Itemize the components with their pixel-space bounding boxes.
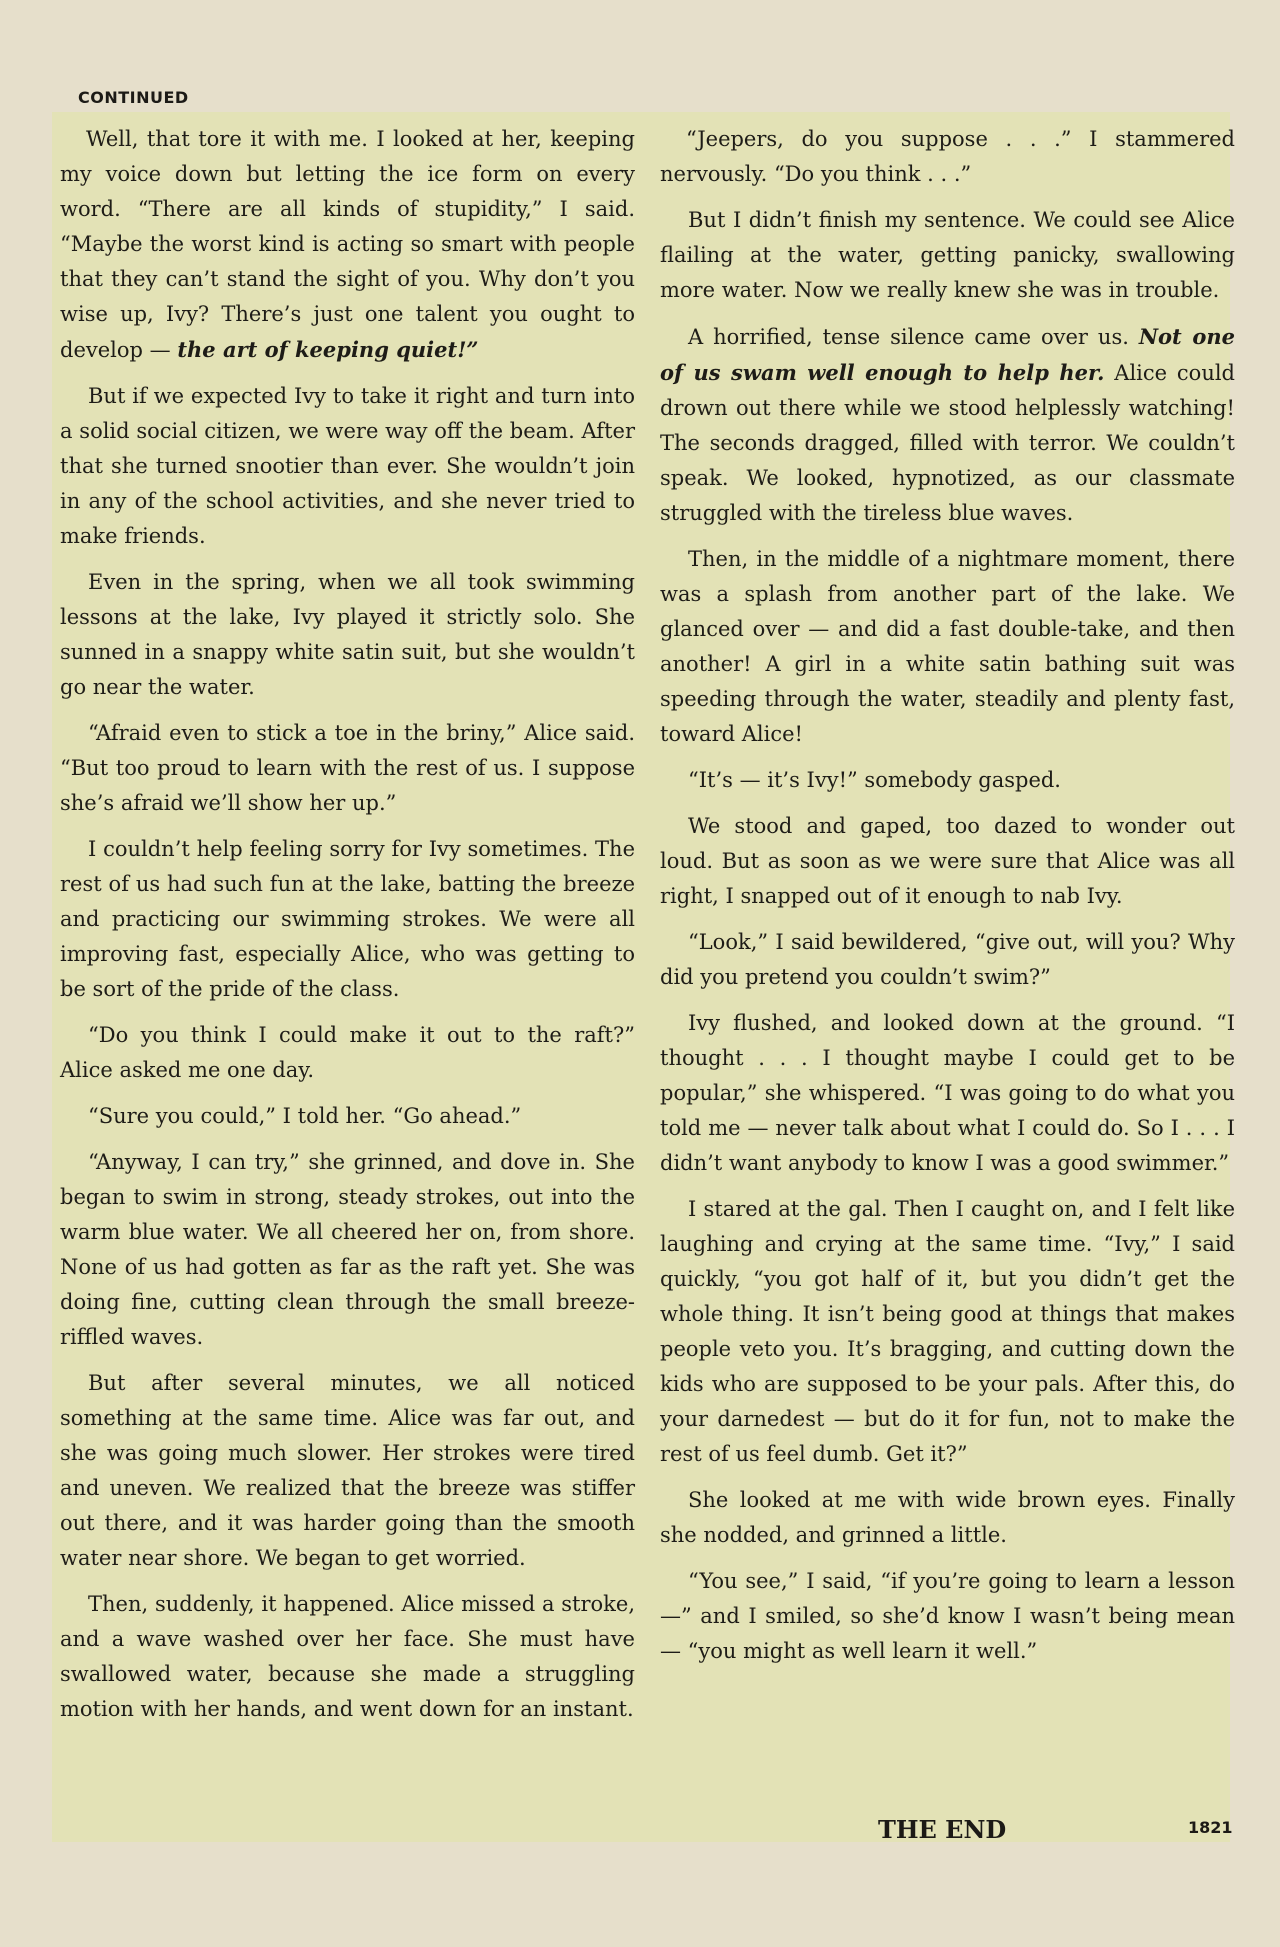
the-end-label: THE END (878, 1815, 1007, 1844)
paragraph: “Jeepers, do you suppose . . .” I stammered nervously. “Do you think . . .” (660, 127, 1235, 186)
left-column (60, 122, 635, 1738)
paragraph: She looked at me with wide brown eyes. Finally she nodded, and grinned a little. (660, 1488, 1235, 1547)
paragraph: “Look,” I said bewildered, “give out, will you? Why did you pretend you couldn’t swim?” (660, 930, 1235, 989)
paragraph: But after several minutes, we all noticed something at the same time. Alice was far out, and she was going much slower. Her strokes were tired and uneven. We realized that the breeze was stiffer out there, and it was harder going than the smooth water near shore. We began to get worried. (60, 1371, 635, 1570)
paragraph: “You see,” I said, “if you’re going to learn a lesson —” and I smiled, so she’d know I wasn’t being mean — “you might as well learn it well.” (660, 1569, 1235, 1663)
emphasis-text: Not one of us swam well enough to help her. (660, 324, 1235, 385)
paragraph: We stood and gaped, too dazed to wonder out loud. But as soon as we were sure that Alice was all right, I snapped out of it enough to nab Ivy. (660, 814, 1235, 908)
emphasis-text: the art of keeping quiet!” (177, 337, 479, 362)
paragraph: Then, suddenly, it happened. Alice missed a stroke, and a wave washed over her face. She must have swallowed water, because she made a struggling motion with her hands, and went down for an instant. (60, 1592, 635, 1721)
paragraph (60, 122, 635, 368)
paragraph: “Afraid even to stick a toe in the briny,” Alice said. “But too proud to learn with the rest of us. I suppose she’s afraid we’ll show her up.” (60, 721, 635, 815)
paragraph: “Sure you could,” I told her. “Go ahead.” (88, 1104, 522, 1128)
paragraph: “Do you think I could make it out to the raft?” Alice asked me one day. (60, 1023, 635, 1082)
paragraph: I couldn’t help feeling sorry for Ivy sometimes. The rest of us had such fun at the lake, batting the breeze and practicing our swimming strokes. We were all improving fast, especially Alice, who was getting to be sort of the pride of the class. (60, 837, 635, 1001)
paragraph: “It’s — it’s Ivy!” somebody gasped. (688, 768, 1061, 792)
paragraph-text: Alice could drown out there while we stood helplessly watching! The seconds dragged, filled with terror. We couldn’t speak. We looked, hypnotized, as our classmate struggled with the tireless blue waves. (660, 361, 1236, 525)
right-column (660, 122, 1235, 1680)
paragraph: “Anyway, I can try,” she grinned, and dove in. She began to swim in strong, steady strokes, out into the warm blue water. We all cheered her on, from shore. None of us had gotten as far as the raft yet. She was doing fine, cutting clean through the small breeze-riffled waves. (60, 1150, 635, 1349)
paragraph: Then, in the middle of a nightmare moment, there was a splash from another part of the lake. We glanced over — and did a fast double-take, and then another! A girl in a white satin bathing suit was speeding through the water, steadily and plenty fast, toward Alice! (660, 547, 1235, 746)
paragraph-text: A horrified, tense silence came over us. (688, 325, 1129, 349)
continued-label: CONTINUED (78, 88, 189, 107)
paragraph: Ivy flushed, and looked down at the ground. “I thought . . . I thought maybe I could get to be popular,” she whispered. “I was going to do what you told me — never talk about what I could do. So I . . . I didn’t want anybody to know I was a good swimmer.” (660, 1011, 1235, 1175)
page-number: 1821 (1188, 1818, 1233, 1837)
paragraph: Even in the spring, when we all took swimming lessons at the lake, Ivy played it strictly solo. She sunned in a snappy white satin suit, but she wouldn’t go near the water. (60, 570, 635, 699)
paragraph: But I didn’t finish my sentence. We could see Alice flailing at the water, getting panicky, swallowing more water. Now we really knew she was in trouble. (660, 208, 1235, 302)
paragraph-text: Well, that tore it with me. I looked at her, keeping my voice down but letting the ice form on every word. “There are all kinds of stupidity,” I said. “Maybe the worst kind is acting so smart with people that they can’t stand the sight of you. Why don’t you wise up, Ivy? There’s just one talent you ought to develop — (60, 127, 635, 362)
paragraph: I stared at the gal. Then I caught on, and I felt like laughing and crying at the same time. “Ivy,” I said quickly, “you got half of it, but you didn’t get the whole thing. It isn’t being good at things that makes people veto you. It’s bragging, and cutting down the kids who are supposed to be your pals. After this, do your darnedest — but do it for fun, not to make the rest of us feel dumb. Get it?” (660, 1197, 1235, 1466)
paragraph (660, 319, 1235, 531)
paragraph: But if we expected Ivy to take it right and turn into a solid social citizen, we were way off the beam. After that she turned snootier than ever. She wouldn’t join in any of the school activities, and she never tried to make friends. (60, 384, 635, 548)
